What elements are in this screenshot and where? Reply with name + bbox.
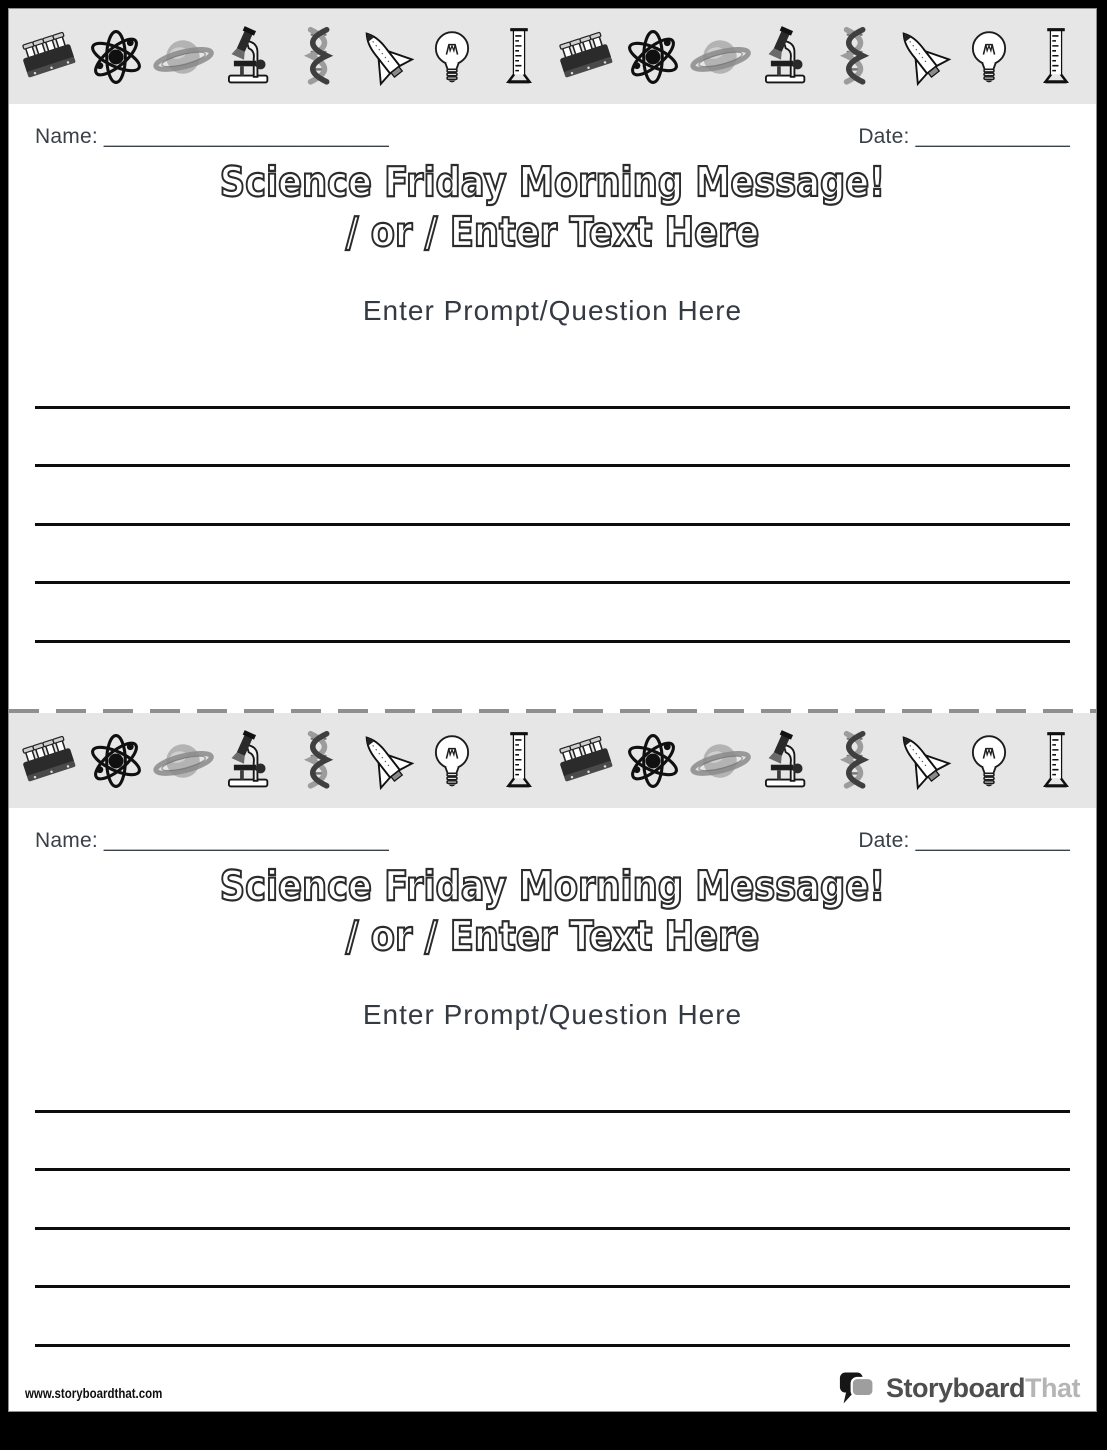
writing-line	[35, 406, 1070, 409]
storyboardthat-logo	[839, 1369, 1080, 1407]
name-date-row	[35, 125, 1070, 149]
science-icon-band	[9, 9, 1096, 104]
worksheet-section-top	[9, 9, 1096, 709]
writing-line	[35, 1227, 1070, 1230]
space-shuttle-icon	[354, 722, 416, 800]
prompt-placeholder[interactable]: Enter Prompt/Question Here	[362, 999, 743, 1030]
atom-icon	[85, 18, 147, 96]
light-bulb-icon	[421, 722, 483, 800]
writing-lines-area	[35, 406, 1070, 666]
date-field	[858, 125, 1070, 149]
prompt-placeholder[interactable]: Enter Prompt/Question Here	[362, 295, 743, 326]
graduated-cylinder-icon	[488, 18, 550, 96]
dna-helix-icon	[287, 18, 349, 96]
worksheet-title[interactable]	[9, 157, 1096, 257]
title-line-1: Science Friday Morning Message!	[219, 862, 886, 910]
writing-line	[35, 1285, 1070, 1288]
dna-helix-icon	[823, 18, 885, 96]
writing-line	[35, 581, 1070, 584]
atom-icon	[622, 722, 684, 800]
worksheet-page	[8, 8, 1097, 1412]
saturn-planet-icon	[152, 18, 214, 96]
saturn-planet-icon	[689, 722, 751, 800]
date-label: Date:	[858, 125, 910, 148]
logo-text-secondary: That	[1025, 1372, 1080, 1403]
website-url: www.storyboardthat.com	[25, 1385, 163, 1401]
graduated-cylinder-icon	[1025, 722, 1087, 800]
name-label: Name:	[35, 125, 98, 148]
date-label: Date:	[858, 829, 910, 852]
writing-line	[35, 1344, 1070, 1347]
microscope-icon	[756, 18, 818, 96]
writing-line	[35, 523, 1070, 526]
science-icon-band	[9, 713, 1096, 808]
writing-line	[35, 640, 1070, 643]
logo-wordmark	[886, 1373, 1080, 1404]
light-bulb-icon	[958, 18, 1020, 96]
test-tube-rack-icon	[555, 18, 617, 96]
graduated-cylinder-icon	[488, 722, 550, 800]
worksheet-title[interactable]	[9, 861, 1096, 961]
name-blank-line[interactable]: ________________________	[103, 829, 390, 852]
logo-text-primary: Storyboard	[885, 1372, 1025, 1403]
microscope-icon	[756, 722, 818, 800]
writing-line	[35, 464, 1070, 467]
atom-icon	[85, 722, 147, 800]
writing-lines-area	[35, 1110, 1070, 1370]
space-shuttle-icon	[354, 18, 416, 96]
test-tube-rack-icon	[18, 722, 80, 800]
title-line-2: / or / Enter Text Here	[345, 208, 760, 256]
writing-line	[35, 1110, 1070, 1113]
space-shuttle-icon	[891, 18, 953, 96]
worksheet-section-bottom	[9, 713, 1096, 1413]
name-date-row	[35, 829, 1070, 853]
dna-helix-icon	[823, 722, 885, 800]
title-line-2: / or / Enter Text Here	[345, 912, 760, 960]
saturn-planet-icon	[689, 18, 751, 96]
graduated-cylinder-icon	[1025, 18, 1087, 96]
date-blank-line[interactable]: _____________	[915, 125, 1070, 148]
title-line-1: Science Friday Morning Message!	[219, 158, 886, 206]
dna-helix-icon	[287, 722, 349, 800]
test-tube-rack-icon	[18, 18, 80, 96]
test-tube-rack-icon	[555, 722, 617, 800]
date-field	[858, 829, 1070, 853]
name-blank-line[interactable]: ________________________	[103, 125, 390, 148]
date-blank-line[interactable]: _____________	[915, 829, 1070, 852]
name-field	[35, 125, 389, 149]
saturn-planet-icon	[152, 722, 214, 800]
space-shuttle-icon	[891, 722, 953, 800]
microscope-icon	[219, 722, 281, 800]
name-field	[35, 829, 389, 853]
light-bulb-icon	[958, 722, 1020, 800]
speech-bubbles-icon	[839, 1369, 879, 1407]
light-bulb-icon	[421, 18, 483, 96]
atom-icon	[622, 18, 684, 96]
writing-line	[35, 1168, 1070, 1171]
name-label: Name:	[35, 829, 98, 852]
microscope-icon	[219, 18, 281, 96]
